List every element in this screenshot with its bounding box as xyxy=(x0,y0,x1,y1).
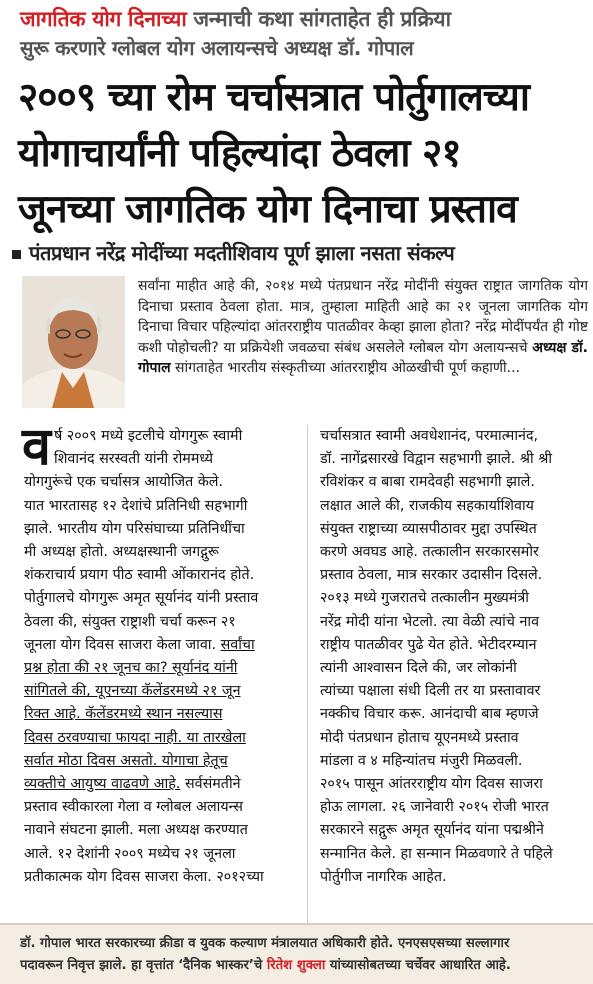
right-line: करणे अवघड आहे. तत्कालीन सरकारसमोर xyxy=(320,544,539,561)
right-line: चर्चासत्रात स्वामी अवधेशानंद, परमात्मानंद, xyxy=(320,428,539,444)
column-divider xyxy=(307,425,308,925)
left-underlined-text: सर्वांचा xyxy=(220,636,255,653)
right-line: डॉ. नागेंद्रसारखे विद्वान सहभागी झाले. श्री श्री xyxy=(320,451,553,468)
headline xyxy=(18,70,588,238)
subhead xyxy=(12,238,587,268)
kicker-highlight: जागतिक योग दिनाच्या xyxy=(20,7,187,31)
left-line-text: सर्वसंमतीने xyxy=(180,776,241,793)
right-line: सन्मानित केले. हा सन्मान मिळवणारे ते पहिले xyxy=(320,845,553,862)
left-underlined-text: व्यक्तीचे आयुष्य वाढवणे आहे. xyxy=(24,776,181,793)
left-line: आले. १२ देशांनी २००९ मध्येच २१ जूनला xyxy=(24,845,236,862)
subhead-text: पंतप्रधान नरेंद्र मोदींच्या मदतीशिवाय पूर्ण झाला नसता संकल्प xyxy=(29,241,455,265)
left-line: शिवानंद सरस्वती यांनी रोममध्ये xyxy=(54,451,214,468)
left-line: प्रस्ताव स्वीकारला गेला व ग्लोबल अलायन्स xyxy=(24,799,243,816)
author-photo xyxy=(22,276,125,408)
left-line: शंकराचार्य प्रयाग पीठ स्वामी ओंकारानंद होते. xyxy=(24,567,255,584)
headline-line-1: २००९ च्या रोम चर्चासत्रात पोर्तुगालच्या xyxy=(18,75,529,120)
left-underlined-text: दिवस ठरवण्याचा फायदा नाही. या तारखेला xyxy=(24,729,246,746)
left-line: र्ष २००९ मध्ये इटलीचे योगगुरू स्वामी xyxy=(54,428,243,444)
footer-text: पदावरून निवृत्त झाले. हा वृत्तांत ‘दैनिक भास्कर’चे xyxy=(20,958,267,973)
right-line: नरेंद्र मोदी यांना भेटलो. त्या वेळी त्यांचे नाव xyxy=(320,613,540,630)
footer-highlight: रितेश शुक्ला xyxy=(266,958,326,973)
left-line: प्रतीकात्मक योग दिवस साजरा केला. २०१२च्या xyxy=(24,868,264,885)
left-underlined-text: सांगितले की, यूएनच्या कॅलेंडरमध्ये २१ जून xyxy=(24,683,241,700)
left-line-text: जूनला योग दिवस साजरा केला जावा. xyxy=(24,636,221,653)
right-line: त्यांच्या पक्षाला संधी दिली तर या प्रस्तावावर xyxy=(320,683,541,700)
left-line: पोर्तुगालचे योगगुरू अमृत सूर्यानंद यांनी प्रस्ताव xyxy=(24,590,259,607)
left-line xyxy=(24,657,297,680)
right-line: संयुक्त राष्ट्राच्या व्यासपीठावर मुद्दा उपस्थित xyxy=(320,520,537,537)
headline-line-3: जूनच्या जागतिक योग दिनाचा प्रस्ताव xyxy=(18,187,517,232)
left-line: योगगुरूंचे एक चर्चासत्र आयोजित केले. xyxy=(24,474,224,491)
left-line xyxy=(24,727,297,750)
right-line: २०१५ पासून आंतरराष्ट्रीय योग दिवस साजरा xyxy=(320,776,543,793)
left-line: यात भारतासह १२ देशांचे प्रतिनिधी सहभागी xyxy=(24,497,248,514)
headline-line-2: योगाचार्यांनी पहिल्यांदा ठेवला २१ xyxy=(18,131,461,176)
intro-bold: अध्यक्ष डॉ. गोपाल xyxy=(138,339,588,377)
kicker xyxy=(20,4,580,34)
right-line: त्यांनी आश्वासन दिले की, जर लोकांनी xyxy=(320,660,517,677)
right-line: मांडला व ४ महिन्यांतच मंजुरी मिळवली. xyxy=(320,752,523,769)
footer-line-1: डॉ. गोपाल भारत सरकारच्या क्रीडा व युवक कल्याण मंत्रालयात अधिकारी होते. एनएसएसच्या सल्लागार xyxy=(20,936,510,951)
left-line: नावाने संघटना झाली. मला अध्यक्ष करण्यात xyxy=(24,822,248,839)
left-column xyxy=(22,417,297,889)
left-line: ठेवला की, संयुक्त राष्ट्राशी चर्चा करून २१ xyxy=(24,613,236,630)
footer-text: यांच्यासोबतच्या चर्चेवर आधारित आहे. xyxy=(325,958,511,973)
left-line xyxy=(24,750,297,773)
left-underlined-text: रिक्त आहे. कॅलेंडरमध्ये स्थान नसल्यास xyxy=(24,706,223,723)
left-underlined-text: सर्वात मोठा दिवस असतो. योगाचा हेतूच xyxy=(24,752,228,769)
intro-end: सांगताहेत भारतीय संस्कृतीच्या आंतरराष्ट्रीय ओळखीची पूर्ण कहाणी... xyxy=(170,360,521,377)
left-line xyxy=(24,703,297,726)
right-line: होऊ लागला. २६ जानेवारी २०१५ रोजी भारत xyxy=(320,799,549,816)
right-line: पोर्तुगीज नागरिक आहेत. xyxy=(320,868,447,885)
portrait-image xyxy=(22,276,125,408)
left-line xyxy=(24,773,297,796)
left-line xyxy=(24,680,297,703)
left-line: झाले. भारतीय योग परिसंघाच्या प्रतिनिधींचा xyxy=(24,520,245,537)
right-line: रविशंकर व बाबा रामदेवही सहभागी झाले. xyxy=(320,474,535,491)
left-line xyxy=(24,634,297,657)
right-line: लक्षात आले की, राजकीय सहकार्याशिवाय xyxy=(320,497,534,514)
kicker-text: जन्माची कथा सांगताहेत ही प्रक्रिया xyxy=(186,7,451,31)
intro-text: सर्वांना माहीत आहे की, २०१४ मध्ये पंतप्रधान नरेंद्र मोदींनी संयुक्त राष्ट्रात जागतिक योग दिनाचा प्रस्ताव ठेवला होता. मात्र, तुम्हाला माहिती आहे का २१ जूनला जागतिक योग दिनाचा विचार पहिल्यांदा आंतरराष्ट्रीय पातळीवर केव्हा झाला होता? नरेंद्र मोदींपर्यंत ही गोष्ट कशी पोहोचली? या प्रक्रियेशी जवळचा संबंध असलेले ग्लोबल योग अलायन्सचे xyxy=(138,278,588,356)
intro-paragraph xyxy=(138,276,588,379)
right-line: राष्ट्रीय पातळीवर पुढे येत होते. भेटीदरम्यान xyxy=(320,636,537,653)
kicker-line-2: सुरू करणारे ग्लोबल योग अलायन्सचे अध्यक्ष डॉ. गोपाल xyxy=(20,36,414,60)
drop-cap: व xyxy=(22,417,51,477)
bullet-square-icon xyxy=(12,250,21,259)
right-column xyxy=(320,425,588,889)
right-line: सरकारने सद्गुरू अमृत सूर्यानंद यांना पद्मश्रीने xyxy=(320,822,544,839)
right-line: नक्कीच विचार करू. आनंदाची बाब म्हणजे xyxy=(320,706,539,723)
footer-note xyxy=(0,923,593,984)
right-line: २०१३ मध्ये गुजरातचे तत्कालीन मुख्यमंत्री xyxy=(320,590,529,607)
left-line: मी अध्यक्ष होतो. अध्यक्षस्थानी जगद्गुरू xyxy=(24,544,219,561)
footer-line-2 xyxy=(20,955,583,977)
left-underlined-text: प्रश्न होता की २१ जूनच का? सूर्यानंद यांनी xyxy=(24,660,238,677)
right-line: मोदी पंतप्रधान होताच यूएनमध्ये प्रस्ताव xyxy=(320,729,519,746)
right-line: प्रस्ताव ठेवला, मात्र सरकार उदासीन दिसले. xyxy=(320,567,543,584)
